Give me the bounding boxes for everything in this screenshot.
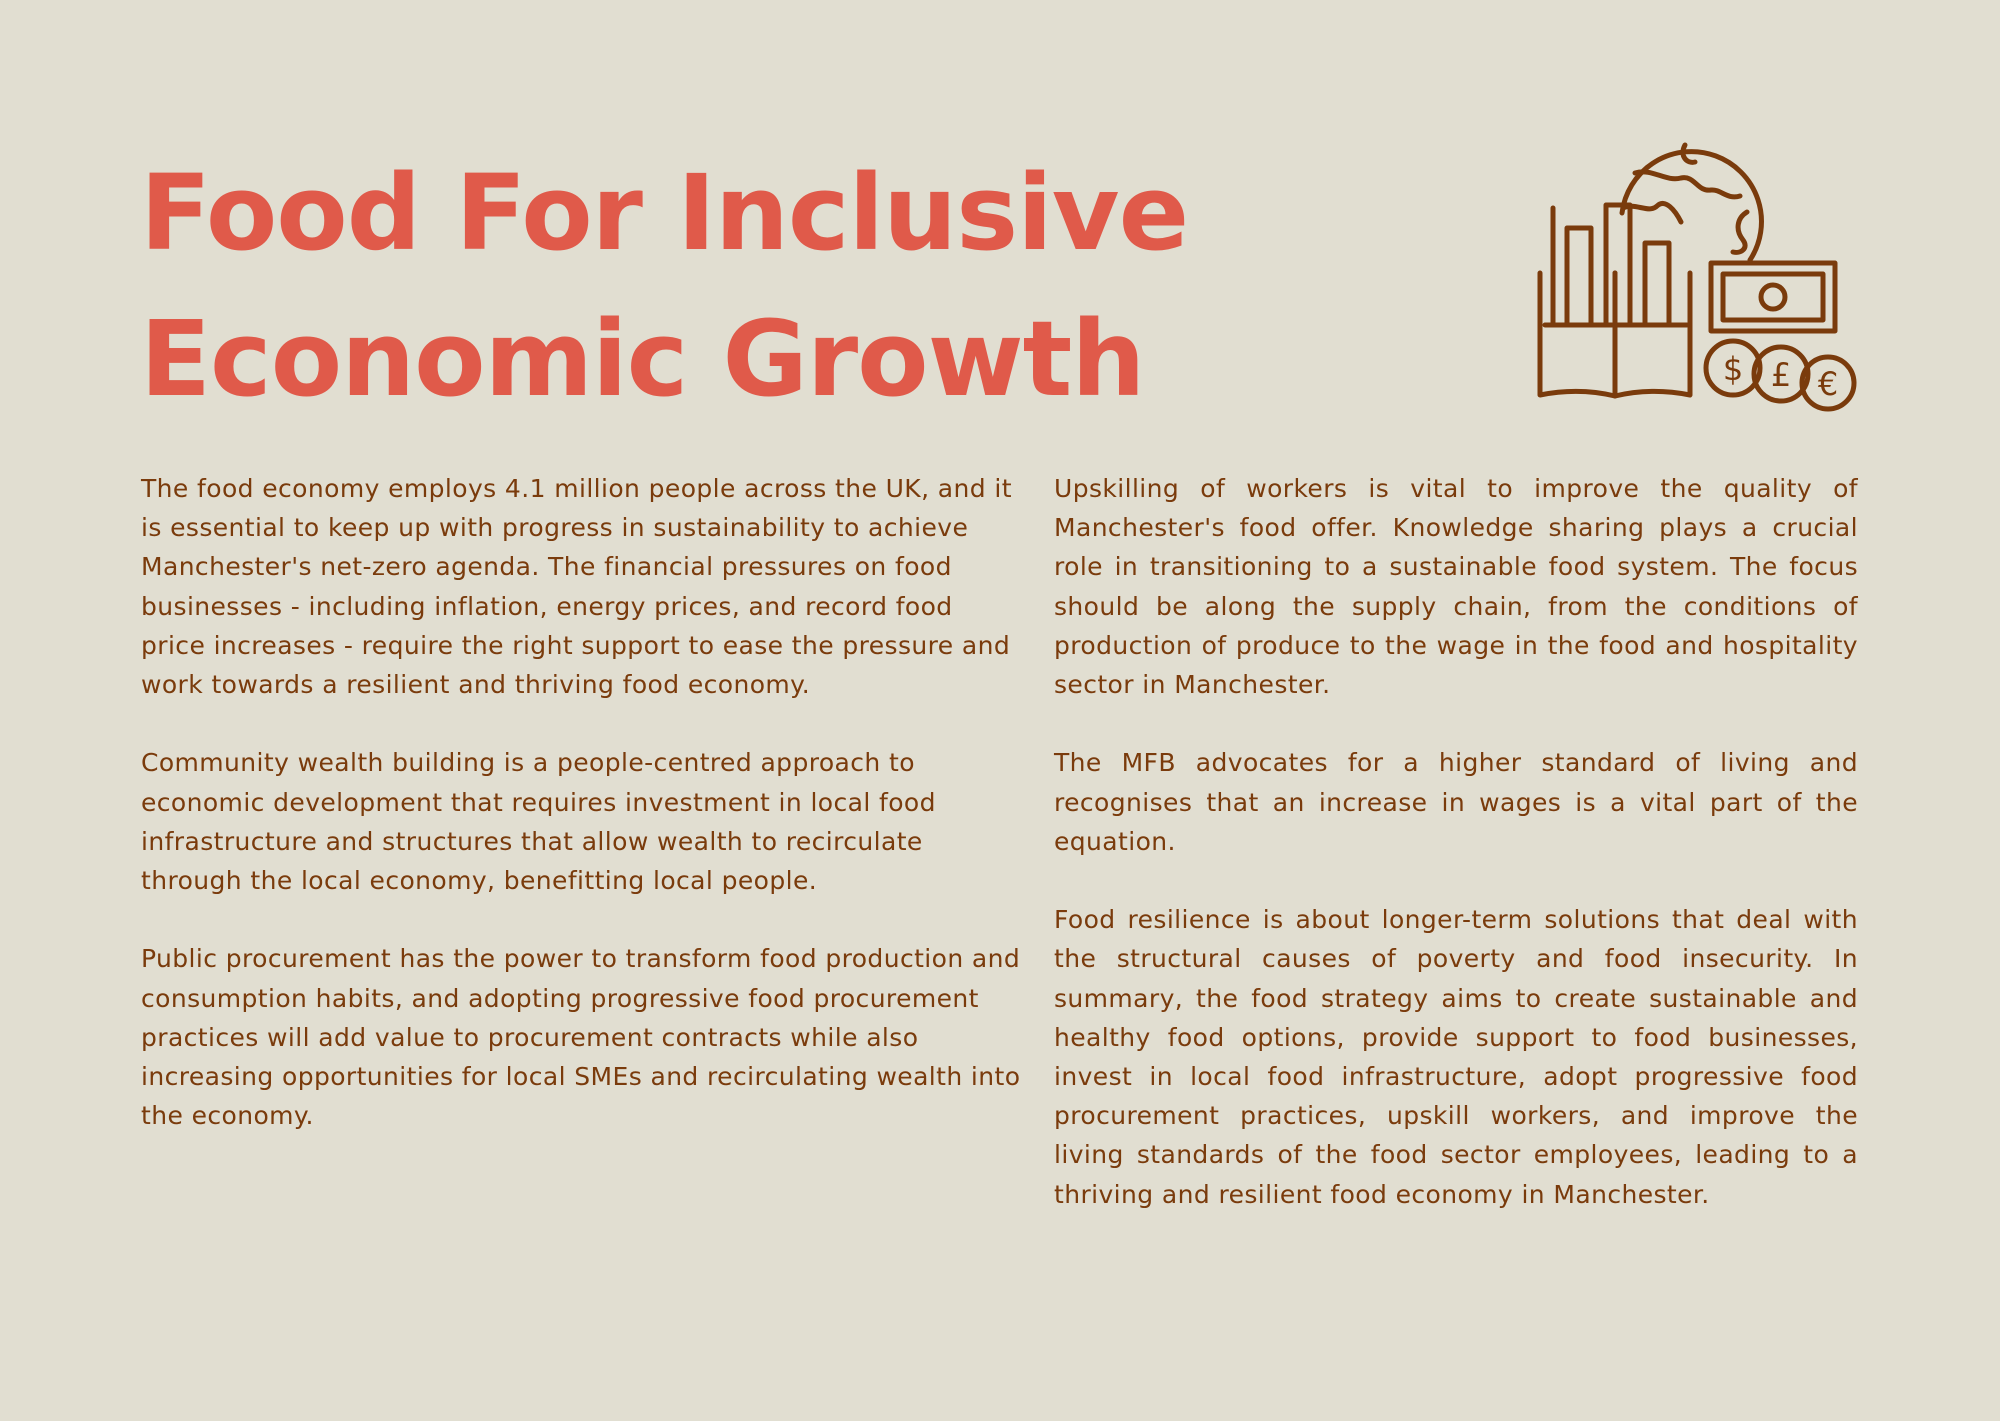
economy-globe-chart-money-icon [1535,140,1865,420]
left-column [141,469,1021,1175]
euro-symbol: € [1817,365,1839,403]
paragraph-public-procurement: Public procurement has the power to transform food production and consumption habits, and adopting progressive food procurement practices will add value to procurement contracts while also increasing opportunities for local SMEs and recirculating wealth into the economy. [141,944,1021,1131]
paragraph-food-resilience: Food resilience is about longer-term solutions that deal with the structural causes of poverty and food insecurity. In summary, the food strategy aims to create sustainable and healthy food options, provide support to food businesses, invest in local food infrastructure, adopt progressive food procurement practices, upskill workers, and improve the living standards of the food sector employees, leading to a thriving and resilient food economy in Manchester. [1054,905,1858,1209]
pound-symbol: £ [1770,356,1792,394]
dollar-symbol: $ [1722,350,1744,388]
title-line-1: Food For Inclusive [140,152,1189,274]
title-line-2: Economic Growth [140,298,1145,420]
paragraph-living-standards: The MFB advocates for a higher standard of living and recognises that an increase in wages is a vital part of the equation. [1054,748,1858,856]
page-title [140,140,1188,432]
paragraph-community-wealth: Community wealth building is a people-centred approach to economic development that requires investment in local food infrastructure and structures that allow wealth to recirculate through the local economy, benefitting local people. [141,748,936,896]
paragraph-upskilling: Upskilling of workers is vital to improve the quality of Manchester's food offer. Knowledge sharing plays a crucial role in transitioning to a sustainable food system. The focus should be along the supply chain, from the conditions of production of produce to the wage in the food and hospitality sector in Manchester. [1054,474,1858,700]
banknote-icon [1711,263,1835,331]
right-column [1054,469,1858,1253]
paragraph-food-economy: The food economy employs 4.1 million people across the UK, and it is essential to keep up with progress in sustainability to achieve Manchester's net-zero agenda. The financial pressures on food businesses - including inflation, energy prices, and record food price increases - require the right support to ease the pressure and work towards a resilient and thriving food economy. [141,474,1012,700]
